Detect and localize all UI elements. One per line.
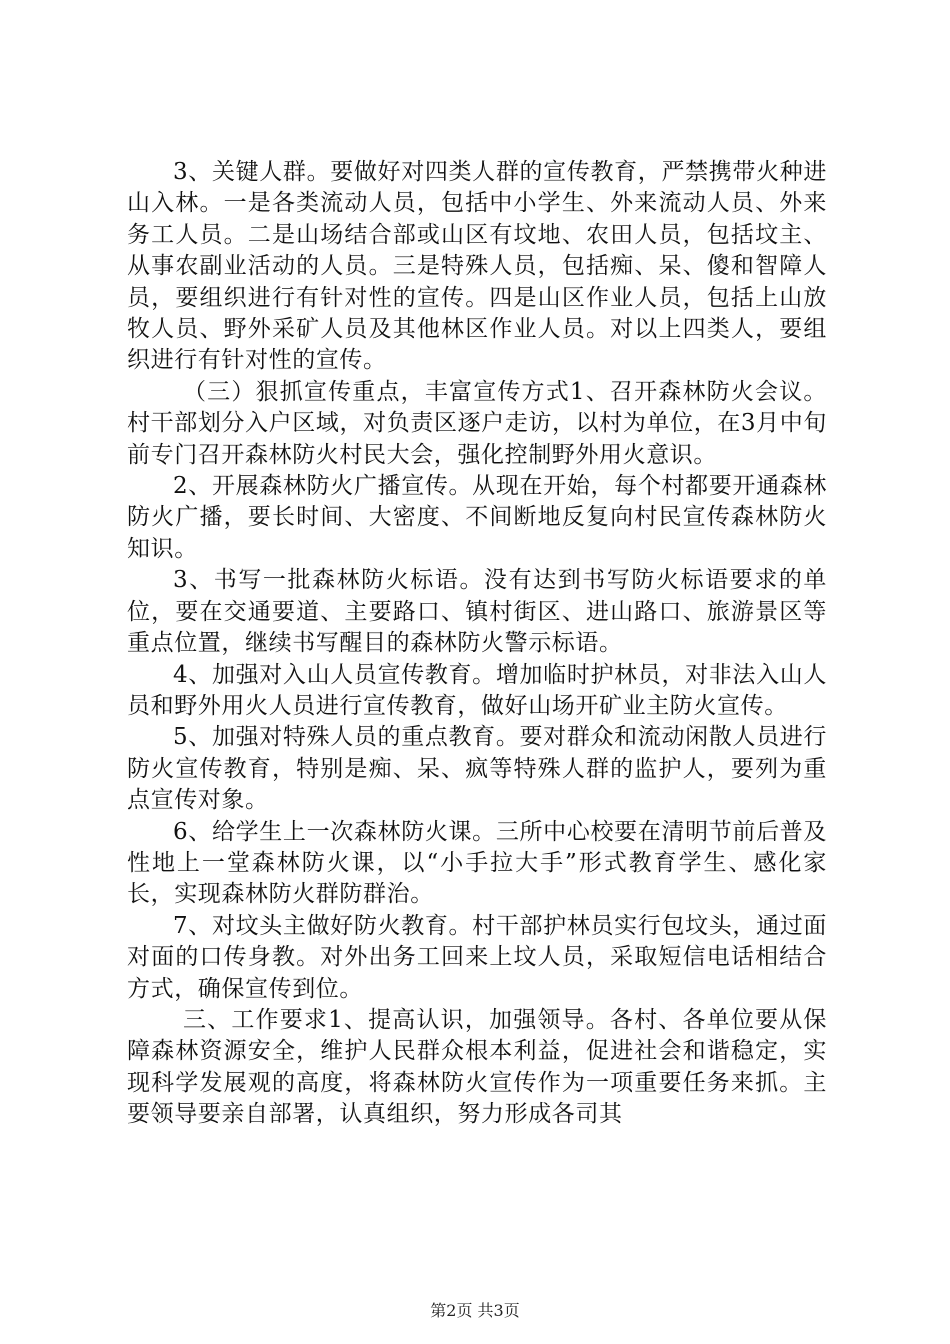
paragraph-student-class: 6、给学生上一次森林防火课。三所中心校要在清明节前后普及性地上一堂森林防火课，以“小手拉大手”形式教育学生、感化家长，实现森林防火群防群治。 <box>127 818 827 908</box>
document-body <box>127 157 827 1131</box>
paragraph-key-groups: 3、关键人群。要做好对四类人群的宣传教育，严禁携带火种进山入林。一是各类流动人员，包括中小学生、外来流动人员、外来务工人员。二是山场结合部或山区有坟地、农田人员，包括坟主、从事农副业活动的人员。三是特殊人员，包括痴、呆、傻和智障人员，要组织进行有针对性的宣传。四是山区作业人员，包括上山放牧人员、野外采矿人员及其他林区作业人员。对以上四类人，要组织进行有针对性的宣传。 <box>127 159 827 374</box>
paragraph-special-persons: 5、加强对特殊人员的重点教育。要对群众和流动闲散人员进行防火宣传教育，特别是痴、呆、疯等特殊人群的监护人，要列为重点宣传对象。 <box>127 724 827 814</box>
page-footer <box>0 1298 950 1321</box>
paragraph-slogans: 3、书写一批森林防火标语。没有达到书写防火标语要求的单位，要在交通要道、主要路口、镇村街区、进山路口、旅游景区等重点位置，继续书写醒目的森林防火警示标语。 <box>127 567 827 657</box>
paragraph-publicity-focus: （三）狠抓宣传重点，丰富宣传方式1、召开森林防火会议。村干部划分入户区域，对负责区逐户走访，以村为单位，在3月中旬前专门召开森林防火村民大会，强化控制野外用火意识。 <box>127 378 827 468</box>
paragraph-broadcast: 2、开展森林防火广播宣传。从现在开始，每个村都要开通森林防火广播，要长时间、大密度、不间断地反复向村民宣传森林防火知识。 <box>127 473 827 562</box>
paragraph-mountain-entrants: 4、加强对入山人员宣传教育。增加临时护林员，对非法入山人员和野外用火人员进行宣传教育，做好山场开矿业主防火宣传。 <box>127 661 827 719</box>
paragraph-grave-owners: 7、对坟头主做好防火教育。村干部护林员实行包坟头，通过面对面的口传身教。对外出务工回来上坟人员，采取短信电话相结合方式，确保宣传到位。 <box>127 912 827 1002</box>
page-number-label: 第2页 共3页 <box>430 1301 520 1320</box>
paragraph-work-requirements: 三、工作要求1、提高认识，加强领导。各村、各单位要从保障森林资源安全，维护人民群众根本利益，促进社会和谐稳定，实现科学发展观的高度，将森林防火宣传作为一项重要任务来抓。主要领导要亲自部署，认真组织，努力形成各司其 <box>127 1006 827 1128</box>
